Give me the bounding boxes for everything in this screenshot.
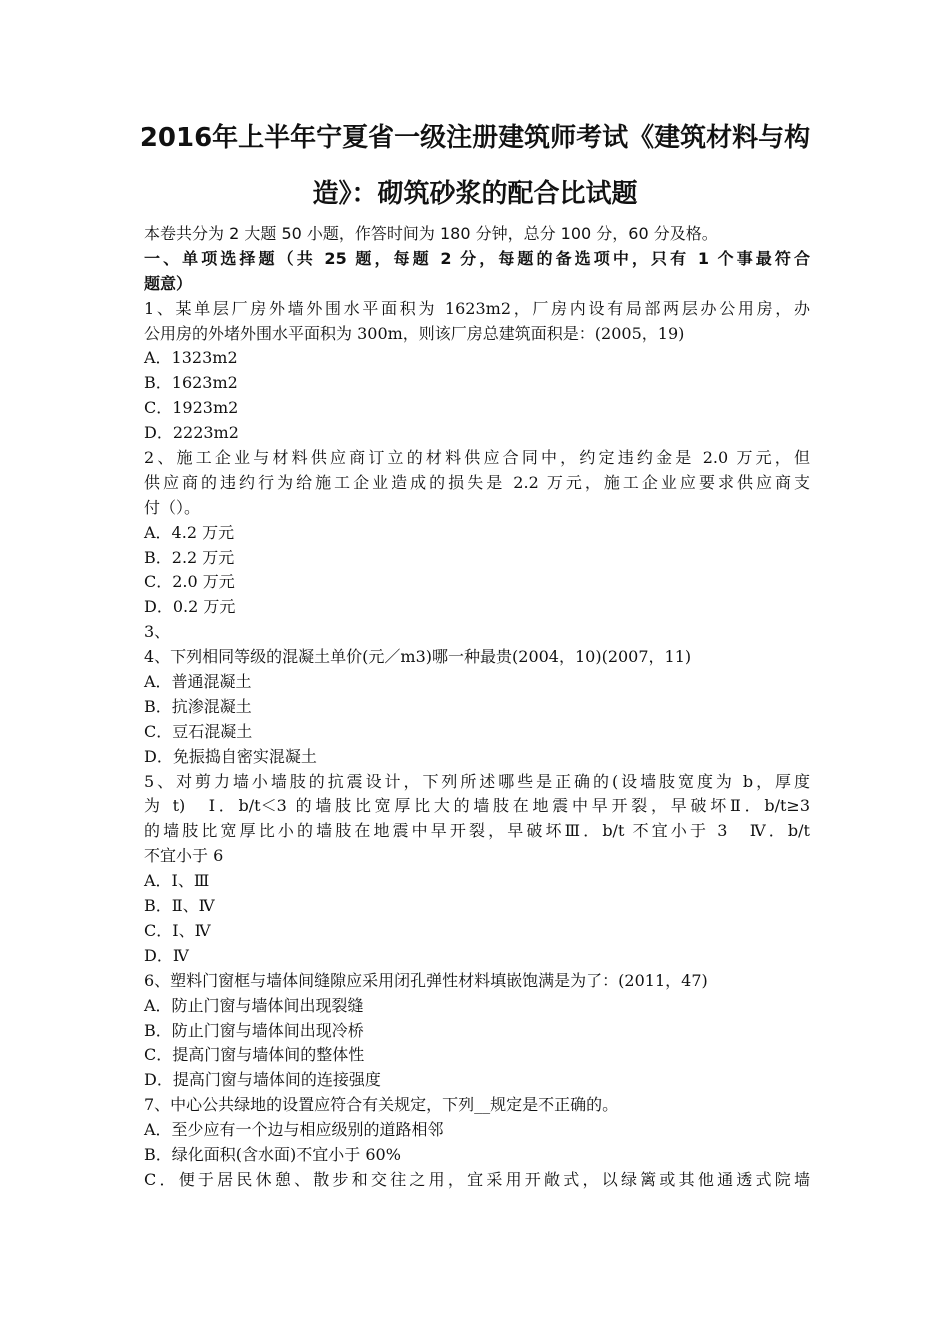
- option-line: B．防止门窗与墙体间出现冷桥: [144, 1020, 364, 1040]
- text-line: 公用房的外堵外围水平面积为 300m，则该厂房总建筑面积是：(2005，19): [144, 323, 685, 343]
- text-line: 5、对剪力墙小墙肢的抗震设计，下列所述哪些是正确的(设墙肢宽度为 b，厚度: [144, 771, 810, 791]
- option-line: C．豆石混凝土: [144, 721, 253, 741]
- option-line: C．1923m2: [144, 398, 239, 418]
- title-line-2: 造》：砌筑砂浆的配合比试题: [312, 179, 638, 209]
- option-line: B．抗渗混凝土: [144, 696, 252, 716]
- option-line: A．1323m2: [144, 348, 238, 368]
- text-line: 付（）。: [144, 497, 201, 517]
- text-line: 2、施工企业与材料供应商订立的材料供应合同中，约定违约金是 2.0 万元，但: [144, 448, 810, 468]
- option-line: D．Ⅳ: [144, 945, 189, 965]
- option-line: B．1623m2: [144, 373, 238, 393]
- text-line: 不宜小于 6: [144, 846, 224, 866]
- text-line: 为 t) Ⅰ．b/t＜3 的墙肢比宽厚比大的墙肢在地震中早开裂，早破坏Ⅱ．b/t≥3: [144, 796, 810, 816]
- option-line: A．至少应有一个边与相应级别的道路相邻: [144, 1120, 444, 1140]
- text-line: 6、塑料门窗框与墙体间缝隙应采用闭孔弹性材料填嵌饱满是为了：(2011，47): [144, 970, 708, 990]
- option-line: A．普通混凝土: [144, 672, 252, 692]
- text-line: 的墙肢比宽厚比小的墙肢在地震中早开裂，早破坏Ⅲ．b/t 不宜小于 3 Ⅳ．b/t: [144, 821, 810, 841]
- option-line: D．免振捣自密实混凝土: [144, 746, 317, 766]
- option-line: A．4.2 万元: [144, 522, 235, 542]
- text-line: 4、下列相同等级的混凝土单价(元／m3)哪一种最贵(2004，10)(2007，11): [144, 647, 692, 667]
- option-line: A．Ⅰ、Ⅲ: [144, 871, 210, 891]
- intro-text: 本卷共分为 2 大题 50 小题，作答时间为 180 分钟，总分 100 分，60 分及格。: [144, 224, 718, 243]
- document-title: [100, 110, 850, 222]
- option-line: C．便于居民休憩、散步和交往之用，宜采用开敞式，以绿篱或其他通透式院墙: [144, 1169, 810, 1189]
- section-heading-line-2: 题意）: [144, 273, 193, 293]
- text-line: 7、中心公共绿地的设置应符合有关规定，下列__规定是不正确的。: [144, 1095, 619, 1115]
- option-line: C．提高门窗与墙体间的整体性: [144, 1045, 365, 1065]
- title-line-1: 2016年上半年宁夏省一级注册建筑师考试《建筑材料与构: [139, 123, 811, 153]
- option-line: D．0.2 万元: [144, 597, 236, 617]
- document-body: [144, 222, 810, 1193]
- option-line: B．2.2 万元: [144, 547, 235, 567]
- option-line: D．2223m2: [144, 423, 239, 443]
- option-line: B．Ⅱ、Ⅳ: [144, 896, 215, 916]
- text-line: 1、某单层厂房外墙外围水平面积为 1623m2，厂房内设有局部两层办公用房，办: [144, 298, 810, 318]
- text-line: 供应商的违约行为给施工企业造成的损失是 2.2 万元，施工企业应要求供应商支: [144, 472, 810, 492]
- text-line: 3、: [144, 622, 171, 642]
- option-line: A．防止门窗与墙体间出现裂缝: [144, 995, 364, 1015]
- option-line: C．Ⅰ、Ⅳ: [144, 920, 211, 940]
- section-heading-line-1: 一、单项选择题（共 25 题，每题 2 分，每题的备选项中，只有 1 个事最符合: [144, 248, 810, 268]
- option-line: B．绿化面积(含水面)不宜小于 60%: [144, 1144, 401, 1164]
- option-line: D．提高门窗与墙体间的连接强度: [144, 1070, 381, 1090]
- option-line: C．2.0 万元: [144, 572, 235, 592]
